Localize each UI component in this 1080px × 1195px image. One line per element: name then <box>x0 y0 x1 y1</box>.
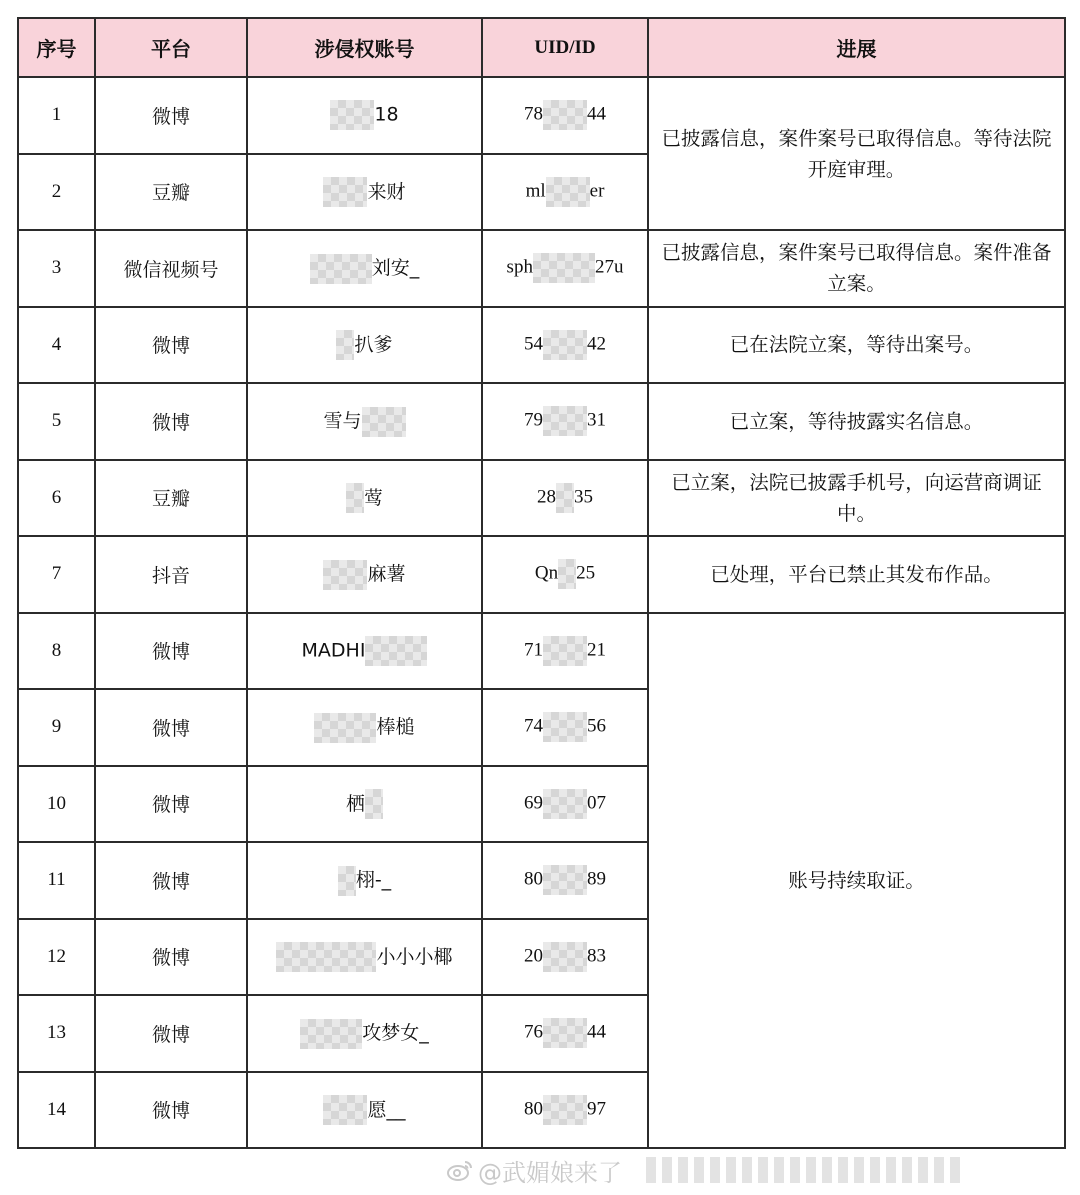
redacted-mosaic <box>365 636 427 666</box>
cell-uid <box>482 536 648 613</box>
account-visible-prefix: 栖 <box>345 792 365 815</box>
cell-account <box>247 689 482 766</box>
cell-uid <box>482 460 648 537</box>
account-visible-suffix: 莺 <box>363 486 383 509</box>
cell-uid <box>482 995 648 1072</box>
header-account: 涉侵权账号 <box>247 18 482 77</box>
uid-visible-prefix: Qn <box>534 562 559 584</box>
cell-index: 6 <box>18 460 95 537</box>
cell-account <box>247 766 482 843</box>
uid-visible-prefix: 76 <box>524 1021 543 1043</box>
redacted-mosaic <box>300 1019 362 1049</box>
uid-visible-prefix: 20 <box>524 945 543 967</box>
redacted-mosaic <box>330 100 374 130</box>
cell-account <box>247 77 482 154</box>
uid-visible-suffix: 83 <box>587 945 606 967</box>
table-header-row <box>18 18 1065 77</box>
uid-visible-prefix: 69 <box>524 792 543 814</box>
redacted-mosaic <box>323 1095 367 1125</box>
cell-uid <box>482 154 648 231</box>
uid-visible-suffix: 44 <box>587 1021 606 1043</box>
uid-visible-prefix: 78 <box>524 103 543 125</box>
cell-index: 2 <box>18 154 95 231</box>
table-body <box>18 77 1065 1148</box>
cell-index: 3 <box>18 230 95 307</box>
cell-progress: 已披露信息，案件案号已取得信息。等待法院开庭审理。 <box>648 77 1065 230</box>
cell-progress: 已披露信息，案件案号已取得信息。案件准备立案。 <box>648 230 1065 307</box>
cell-account <box>247 154 482 231</box>
table-row <box>18 230 1065 307</box>
uid-visible-suffix: 31 <box>587 409 606 431</box>
uid-visible-prefix: 80 <box>524 868 543 890</box>
header-progress: 进展 <box>648 18 1065 77</box>
cell-uid <box>482 842 648 919</box>
uid-visible-suffix: 21 <box>587 639 606 661</box>
account-visible-prefix: MADHI <box>301 639 366 662</box>
cell-progress: 已立案，等待披露实名信息。 <box>648 383 1065 460</box>
cell-account <box>247 995 482 1072</box>
header-uid: UID/ID <box>482 18 648 77</box>
cell-platform: 微博 <box>95 77 247 154</box>
header-index: 序号 <box>18 18 95 77</box>
cell-index: 13 <box>18 995 95 1072</box>
cell-account <box>247 1072 482 1149</box>
redacted-mosaic <box>546 177 590 207</box>
uid-visible-suffix: 56 <box>587 715 606 737</box>
redacted-mosaic <box>276 942 376 972</box>
redacted-mosaic <box>543 789 587 819</box>
cell-platform: 抖音 <box>95 536 247 613</box>
uid-visible-suffix: 25 <box>576 562 596 584</box>
cell-index: 11 <box>18 842 95 919</box>
redacted-mosaic <box>362 407 406 437</box>
cell-progress: 已立案，法院已披露手机号，向运营商调证中。 <box>648 460 1065 537</box>
cell-index: 5 <box>18 383 95 460</box>
cell-progress: 已在法院立案，等待出案号。 <box>648 307 1065 384</box>
watermark-blurred-text <box>646 1157 966 1183</box>
cell-platform: 微博 <box>95 766 247 843</box>
uid-visible-suffix: 42 <box>587 333 606 355</box>
account-visible-suffix: 愿__ <box>367 1098 406 1121</box>
redacted-mosaic <box>558 559 576 589</box>
redacted-mosaic <box>543 1018 587 1048</box>
cell-index: 4 <box>18 307 95 384</box>
redacted-mosaic <box>310 254 372 284</box>
account-visible-suffix: 扒爹 <box>354 333 393 356</box>
redacted-mosaic <box>323 177 367 207</box>
cell-platform: 微博 <box>95 995 247 1072</box>
header-platform: 平台 <box>95 18 247 77</box>
cell-index: 10 <box>18 766 95 843</box>
cell-index: 14 <box>18 1072 95 1149</box>
uid-visible-suffix: 97 <box>587 1098 606 1120</box>
cell-progress: 已处理，平台已禁止其发布作品。 <box>648 536 1065 613</box>
cell-uid <box>482 766 648 843</box>
uid-visible-prefix: 79 <box>524 409 543 431</box>
table-row <box>18 536 1065 613</box>
infringement-table <box>17 17 1066 1149</box>
redacted-mosaic <box>314 713 376 743</box>
redacted-mosaic <box>556 483 574 513</box>
cell-platform: 微博 <box>95 613 247 690</box>
cell-account <box>247 536 482 613</box>
cell-index: 1 <box>18 77 95 154</box>
cell-index: 8 <box>18 613 95 690</box>
cell-uid <box>482 689 648 766</box>
infringement-table-container <box>17 17 1064 1149</box>
uid-visible-prefix: 80 <box>524 1098 543 1120</box>
redacted-mosaic <box>533 253 595 283</box>
uid-visible-prefix: ml <box>525 180 546 202</box>
cell-platform: 微博 <box>95 842 247 919</box>
account-visible-suffix: 小小小椰 <box>376 945 453 968</box>
cell-uid <box>482 1072 648 1149</box>
account-visible-suffix: 攻梦女_ <box>362 1022 429 1044</box>
cell-account <box>247 842 482 919</box>
uid-visible-suffix: 27u <box>594 256 624 278</box>
table-row <box>18 77 1065 154</box>
cell-account <box>247 460 482 537</box>
cell-index: 9 <box>18 689 95 766</box>
cell-index: 12 <box>18 919 95 996</box>
cell-platform: 微博 <box>95 307 247 384</box>
redacted-mosaic <box>323 560 367 590</box>
redacted-mosaic <box>543 636 587 666</box>
table-row <box>18 383 1065 460</box>
uid-visible-prefix: 54 <box>524 333 543 355</box>
redacted-mosaic <box>365 789 383 819</box>
account-visible-suffix: 栩-_ <box>355 869 392 891</box>
cell-platform: 微博 <box>95 383 247 460</box>
cell-account <box>247 383 482 460</box>
uid-visible-prefix: 71 <box>524 639 543 661</box>
redacted-mosaic <box>336 330 354 360</box>
cell-uid <box>482 230 648 307</box>
cell-platform: 微博 <box>95 689 247 766</box>
uid-visible-suffix: 44 <box>587 103 606 125</box>
uid-visible-suffix: 35 <box>574 486 593 508</box>
cell-platform: 微博 <box>95 1072 247 1149</box>
redacted-mosaic <box>346 483 364 513</box>
account-visible-suffix: 刘安_ <box>371 257 420 279</box>
cell-uid <box>482 613 648 690</box>
account-visible-suffix: 棒槌 <box>376 716 415 738</box>
watermark <box>446 1150 966 1190</box>
uid-visible-suffix: 89 <box>587 868 606 890</box>
cell-platform: 豆瓣 <box>95 154 247 231</box>
uid-visible-prefix: 74 <box>524 715 543 737</box>
uid-visible-prefix: 28 <box>537 486 556 508</box>
redacted-mosaic <box>543 865 587 895</box>
redacted-mosaic <box>543 1095 587 1125</box>
cell-account <box>247 307 482 384</box>
account-visible-suffix: 来财 <box>367 180 406 203</box>
uid-visible-suffix: 07 <box>587 792 606 814</box>
cell-account <box>247 919 482 996</box>
account-visible-suffix: 麻薯 <box>367 563 406 585</box>
redacted-mosaic <box>338 866 356 896</box>
cell-uid <box>482 307 648 384</box>
redacted-mosaic <box>543 942 587 972</box>
table-row <box>18 613 1065 690</box>
uid-visible-prefix: sph <box>506 256 533 278</box>
cell-platform: 微博 <box>95 919 247 996</box>
cell-uid <box>482 919 648 996</box>
table-row <box>18 460 1065 537</box>
cell-account <box>247 613 482 690</box>
account-visible-suffix: 18 <box>374 103 399 126</box>
weibo-logo-icon <box>446 1158 474 1182</box>
cell-index: 7 <box>18 536 95 613</box>
redacted-mosaic <box>543 100 587 130</box>
watermark-text: @武媚娘来了 <box>478 1158 622 1187</box>
cell-platform: 微信视频号 <box>95 230 247 307</box>
account-visible-prefix: 雪与 <box>323 410 362 432</box>
cell-uid <box>482 77 648 154</box>
cell-platform: 豆瓣 <box>95 460 247 537</box>
redacted-mosaic <box>543 712 587 742</box>
table-row <box>18 307 1065 384</box>
cell-account <box>247 230 482 307</box>
redacted-mosaic <box>543 406 587 436</box>
cell-progress: 账号持续取证。 <box>648 613 1065 1149</box>
uid-visible-suffix: er <box>589 180 605 202</box>
cell-uid <box>482 383 648 460</box>
redacted-mosaic <box>543 330 587 360</box>
